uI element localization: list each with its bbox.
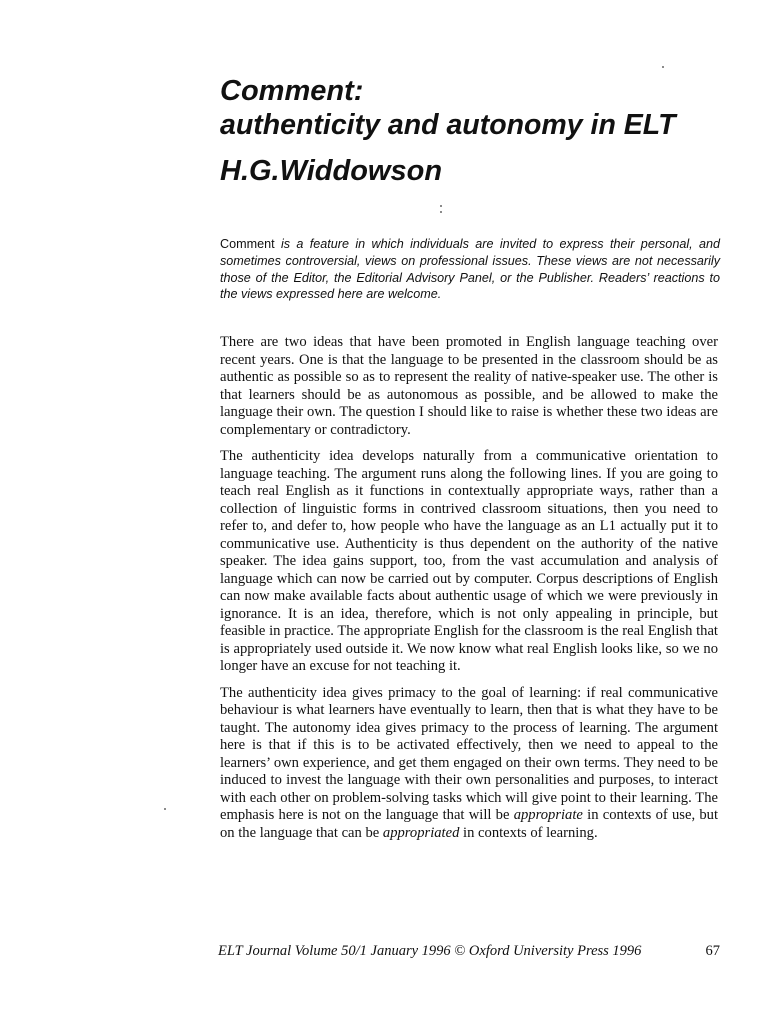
title-block: [220, 74, 740, 188]
scan-speck: [440, 211, 442, 213]
author-name: H.G.Widdowson: [220, 155, 443, 187]
emphasis-appropriate: appropriate: [513, 807, 583, 823]
intro-lead: Comment: [220, 237, 275, 251]
body-paragraph-3: [220, 685, 718, 843]
paragraph-3-text-a: The authenticity idea gives primacy to the goal of learning: if real communicative behaviour is what learners have eventually to learn, then that is what they have to be taught. The autonomy idea gives primacy to the process of learning. The argument here is that if this is to be activated effectively, then we need to appeal to the learners’ own experience, and get them engaged on their own terms. They need to be induced to invest the language with their own personalities and purposes, to interact with each other on problem-solving tasks which will give point to their learning. The emphasis here is not on the language that will be: [220, 684, 718, 823]
page-footer: [218, 943, 720, 960]
page-number: 67: [705, 943, 720, 959]
paragraph-3-text-c: in contexts of learning.: [459, 824, 598, 841]
emphasis-appropriated: appropriated: [382, 824, 460, 841]
intro-text: is a feature in which individuals are invited to express their personal, and sometimes controversial, views on professional issues. These views are not necessarily those of the Editor, the Editorial Advisory Panel, or the Publisher. Readers’ reactions to the views expressed here are welcome.: [220, 237, 720, 302]
comment-heading: Comment:: [220, 75, 364, 107]
scan-speck: [662, 66, 664, 68]
intro-note: [220, 236, 720, 303]
body-paragraph-2: The authenticity idea develops naturally from a communicative orientation to language teaching. The argument runs along the following lines. If you are going to teach real English as it functions in contextually appropriate ways, rather than a collection of linguistic forms in contrived classroom situations, then you need to refer to, and defer to, how people who have the language as an L1 actually put it to communicative use. Authenticity is thus dependent on the authority of the native speaker. The idea gains support, too, from the vast accumulation and analysis of language which can now be carried out by computer. Corpus descriptions of English can now make available facts about authentic usage of which we were previously in ignorance. It is an idea, therefore, which is not only appealing in principle, but feasible in practice. The appropriate English for the classroom is the real English that is appropriately used outside it. We now know what real English looks like, so we no longer have an excuse for not teaching it.: [220, 448, 718, 674]
article-body: [220, 334, 718, 851]
journal-citation: ELT Journal Volume 50/1 January 1996 © Oxford University Press 1996: [218, 943, 642, 959]
article-subtitle: authenticity and autonomy in ELT: [220, 109, 676, 141]
paragraph-3-text-b: in contexts of use, but on the language that can be: [220, 807, 718, 841]
scan-speck: [164, 808, 166, 810]
scan-speck: [440, 205, 442, 207]
body-paragraph-1: There are two ideas that have been promoted in English language teaching over recent years. One is that the language to be presented in the classroom should be as authentic as possible so as to represent the reality of native-speaker use. The other is that learners should be as autonomous as possible, and be allowed to make the language their own. The question I should like to raise is whether these two ideas are complementary or contradictory.: [220, 334, 718, 438]
